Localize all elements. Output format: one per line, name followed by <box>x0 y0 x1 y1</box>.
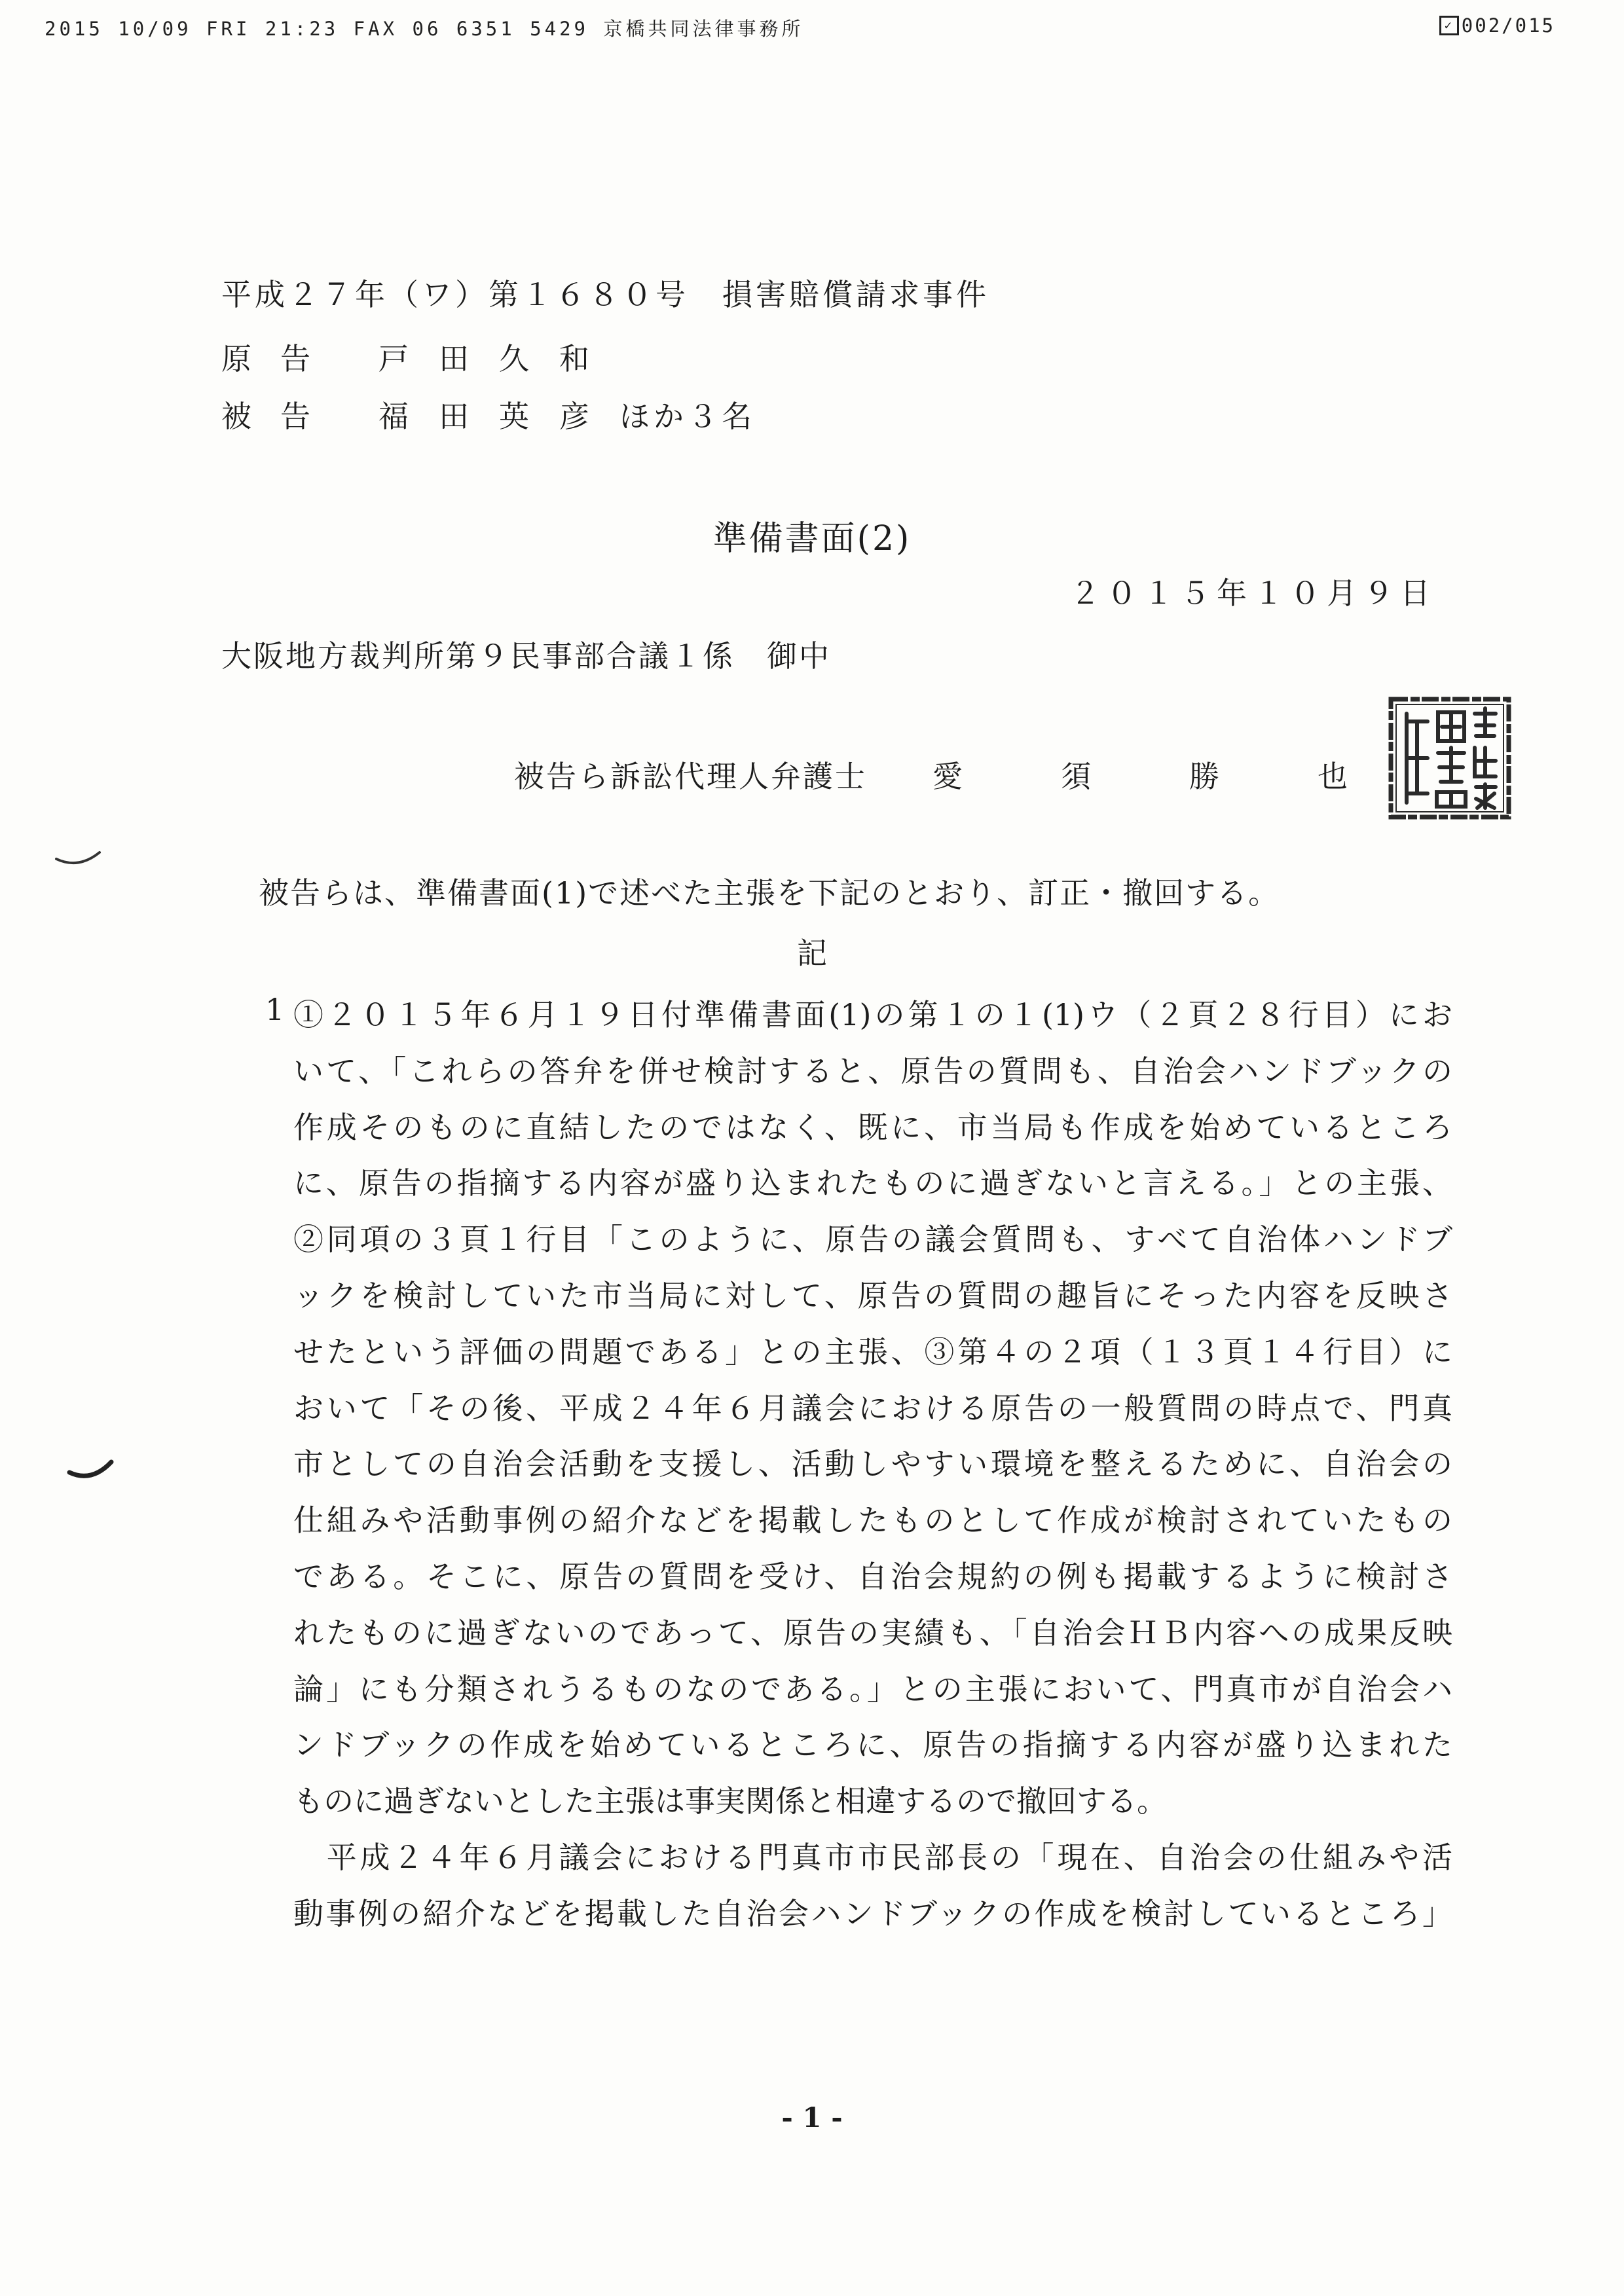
page-number: - 1 - <box>781 2102 843 2134</box>
fax-header-right <box>1439 14 1555 37</box>
case-number: 平成２７年（ワ）第１６８０号 損害賠償請求事件 <box>221 277 989 312</box>
body-line: れたものに過ぎないのであって、原告の実績も、「自治会ＨＢ内容への成果反映 <box>293 1614 1452 1650</box>
court-addressee: 大阪地方裁判所第９民事部合議１係 御中 <box>221 638 831 674</box>
attorney-name: 愛須勝也 <box>932 759 1446 794</box>
body-line: おいて「その後、平成２４年６月議会における原告の一般質問の時点で、門真 <box>293 1390 1452 1426</box>
body-line: ②同項の３頁１行目「このように、原告の議会質問も、すべて自治体ハンドブ <box>293 1222 1452 1258</box>
fax-page-counter: 002/015 <box>1461 14 1555 37</box>
body-paragraph <box>293 987 1452 1942</box>
ki-heading: 記 <box>797 936 827 971</box>
body-line: 市としての自治会活動を支援し、活動しやすい環境を整えるために、自治会の <box>293 1446 1452 1482</box>
plaintiff-row <box>221 335 619 378</box>
defendant-row <box>221 393 756 436</box>
body-line: 動事例の紹介などを掲載した自治会ハンドブックの作成を検討しているところ」 <box>293 1895 1452 1931</box>
body-line: ものに過ぎないとした主張は事実関係と相違するので撤回する。 <box>293 1783 1167 1819</box>
body-line: ンドブックの作成を始めているところに、原告の指摘する内容が盛り込まれた <box>293 1727 1452 1763</box>
body-line: である。そこに、原告の質問を受け、自治会規約の例も掲載するように検討さ <box>293 1558 1452 1594</box>
body-line: ①２０１５年６月１９日付準備書面(1)の第１の１(1)ウ（２頁２８行目）にお <box>293 997 1452 1032</box>
document-title: 準備書面(2) <box>712 519 912 558</box>
scan-mark-icon <box>65 1457 118 1486</box>
fax-header-left: 2015 10/09 FRI 21:23 FAX 06 6351 5429 京橋共同法律事務所 <box>45 18 804 40</box>
plaintiff-name: 戸田久和 <box>378 341 619 376</box>
checkbox-icon: ✓ <box>1439 16 1459 35</box>
scan-mark-icon <box>52 845 105 871</box>
item-number: 1 <box>265 992 285 1027</box>
lawyer-seal-icon <box>1387 695 1513 821</box>
intro-paragraph: 被告らは、準備書面(1)で述べた主張を下記のとおり、訂正・撤回する。 <box>259 875 1280 911</box>
defendant-label: 被告 <box>221 399 339 434</box>
body-line: 平成２４年６月議会における門真市市民部長の「現在、自治会の仕組みや活 <box>293 1839 1452 1875</box>
body-line: に、原告の指摘する内容が盛り込まれたものに過ぎないと言える。」との主張、 <box>293 1165 1453 1201</box>
defendant-others: ほか３名 <box>619 399 756 434</box>
body-line: ックを検討していた市当局に対して、原告の質問の趣旨にそった内容を反映さ <box>293 1277 1452 1313</box>
attorney-title: 被告ら訴訟代理人弁護士 <box>514 759 867 794</box>
body-line: 論」にも分類されうるものなのである。」との主張において、門真市が自治会ハ <box>293 1671 1452 1707</box>
body-line: 仕組みや活動事例の紹介などを掲載したものとして作成が検討されていたもの <box>293 1503 1453 1539</box>
body-line: いて、「これらの答弁を併せ検討すると、原告の質問も、自治会ハンドブックの <box>293 1053 1452 1089</box>
document-date: ２０１５年１０月９日 <box>1070 575 1437 611</box>
plaintiff-label: 原告 <box>221 341 339 376</box>
defendant-name: 福田英彦 <box>378 399 619 434</box>
body-line: せたという評価の問題である」との主張、③第４の２項（１３頁１４行目）に <box>293 1334 1452 1370</box>
signature-line <box>514 753 1446 796</box>
body-line: 作成そのものに直結したのではなく、既に、市当局も作成を始めているところ <box>293 1109 1452 1145</box>
